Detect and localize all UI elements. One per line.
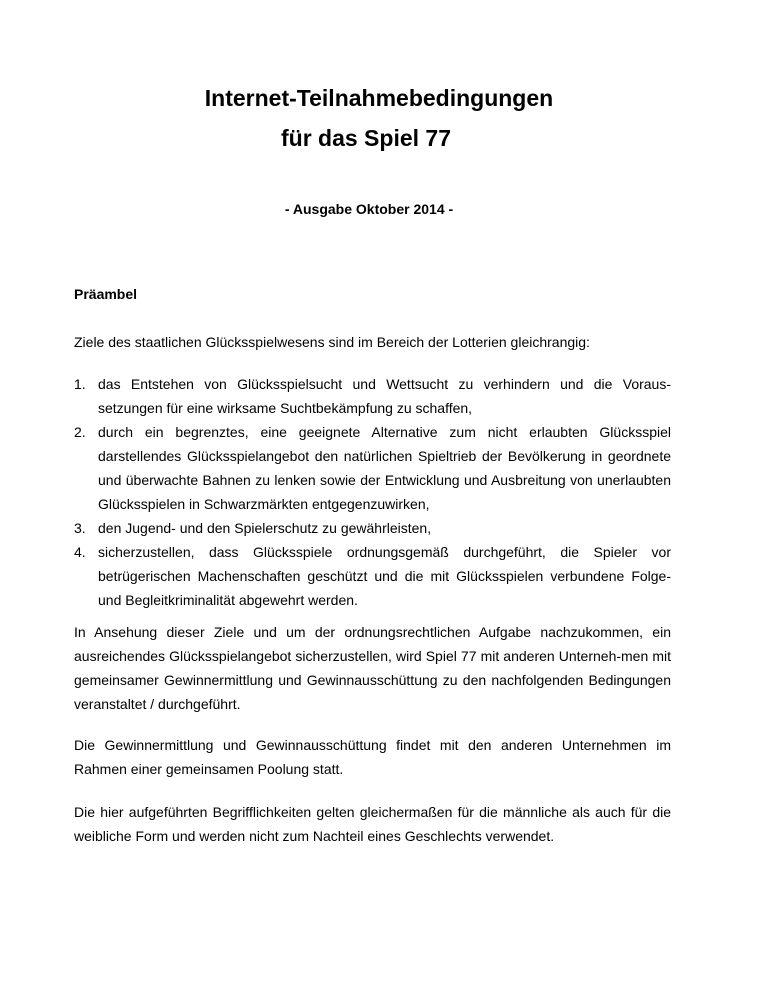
goals-list xyxy=(74,372,671,612)
section-heading-preamble: Präambel xyxy=(74,286,138,302)
intro-paragraph xyxy=(74,330,671,354)
list-item xyxy=(74,540,671,612)
list-item-number: 2. xyxy=(74,424,86,440)
purpose-text: In Ansehung dieser Ziele und um der ordnungsrechtlichen Aufgabe nachzukommen, ein ausreichendes Glücksspielangebot sicherzustellen, wird Spiel 77 mit anderen Unterneh-men mit gemeinsamer Gewinnermittlung und Gewinnausschüttung zu den nachfolgenden Bedingungen veranstaltet / durchgeführt. xyxy=(74,624,671,712)
intro-text: Ziele des staatlichen Glücksspielwesens sind im Bereich der Lotterien gleichrangig: xyxy=(74,334,590,350)
list-item-text: das Entstehen von Glücksspielsucht und Wettsucht zu verhindern und die Voraus-setzungen für eine wirksame Suchtbekämpfung zu schaffen, xyxy=(98,376,671,416)
list-item xyxy=(74,516,671,540)
pooling-text: Die Gewinnermittlung und Gewinnausschüttung findet mit den anderen Unternehmen im Rahmen einer gemeinsamen Poolung statt. xyxy=(74,737,671,777)
gender-paragraph xyxy=(74,800,671,848)
list-item-number: 4. xyxy=(74,544,86,560)
document-title-line1: Internet-Teilnahmebedingungen xyxy=(204,85,554,111)
list-item-text: sicherzustellen, dass Glücksspiele ordnungsgemäß durchgeführt, die Spieler vor betrügerischen Machenschaften geschützt und die mit Glücksspielen verbundene Folge- und Begleitkriminalität abgewehrt werden. xyxy=(98,544,671,608)
pooling-paragraph xyxy=(74,733,671,781)
document-title-line2: für das Spiel 77 xyxy=(280,125,451,151)
list-item-number: 1. xyxy=(74,376,86,392)
list-item-number: 3. xyxy=(74,520,86,536)
document-edition: - Ausgabe Oktober 2014 - xyxy=(284,201,454,217)
list-item xyxy=(74,372,671,420)
purpose-paragraph xyxy=(74,620,671,716)
list-item-text: den Jugend- und den Spielerschutz zu gewährleisten, xyxy=(98,520,432,536)
gender-text: Die hier aufgeführten Begrifflichkeiten gelten gleichermaßen für die männliche als auch für die weibliche Form und werden nicht zum Nachteil eines Geschlechts verwendet. xyxy=(74,804,671,844)
list-item-text: durch ein begrenztes, eine geeignete Alternative zum nicht erlaubten Glücksspiel darstellendes Glücksspielangebot den natürlichen Spieltrieb der Bevölkerung in geordnete und überwachte Bahnen zu lenken sowie der Entwicklung und Ausbreitung von unerlaubten Glücksspielen in Schwarzmärkten entgegenzuwirken, xyxy=(98,424,671,512)
list-item xyxy=(74,420,671,516)
